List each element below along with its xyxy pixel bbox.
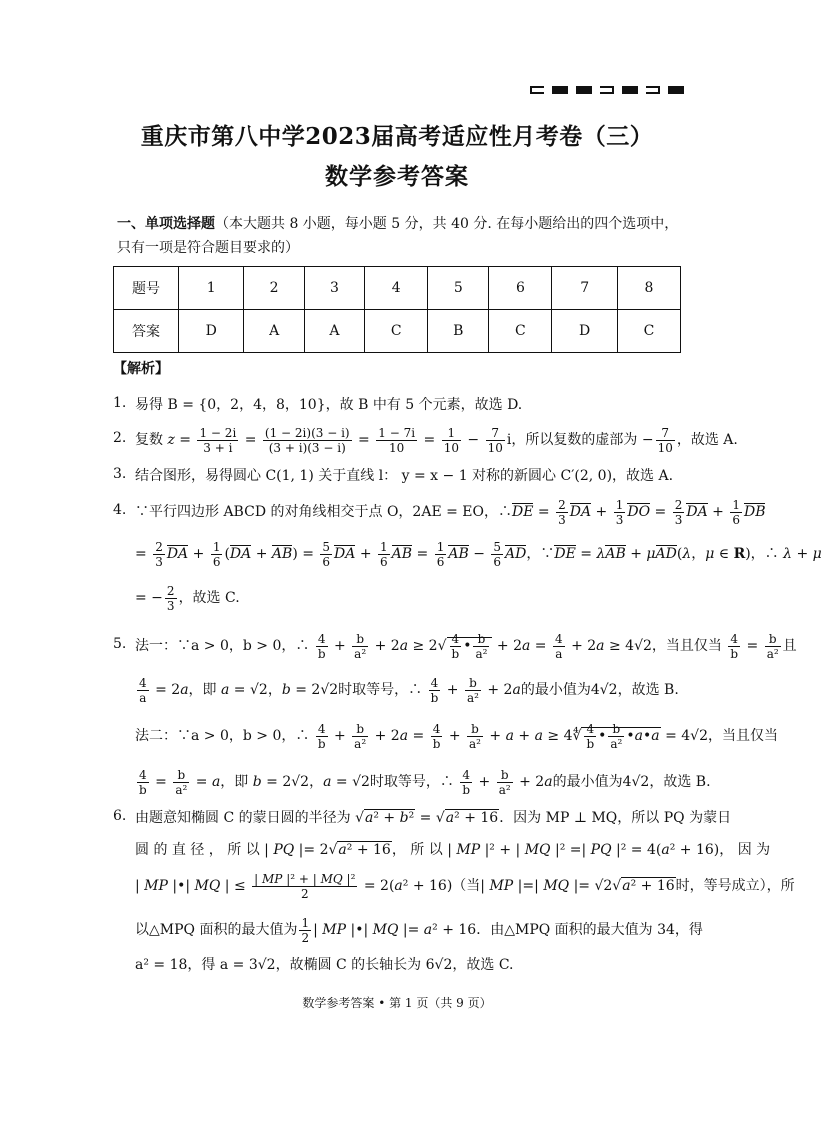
section-heading <box>117 212 687 260</box>
min-text: 的最小值为 <box>520 682 591 698</box>
math-expression: | MP |² + | MQ |² =| PQ |² = 4(a² + 16) <box>447 842 720 858</box>
solution-4-line-1 <box>135 492 765 532</box>
solution-4-line-2 <box>135 534 822 574</box>
question-number: 1 <box>179 267 244 310</box>
mark-bracket <box>530 86 544 94</box>
method-label: 法一： <box>135 638 177 654</box>
answer-cell: B <box>428 310 489 353</box>
min-text: 的最小值为 <box>552 774 623 790</box>
question-number: 3 <box>304 267 364 310</box>
header-marks <box>530 86 684 96</box>
solution-number: 5. <box>113 636 127 652</box>
question-number: 2 <box>244 267 304 310</box>
solution-6-text: ．由△MPQ 面积的最大值为 34，得 <box>476 922 703 938</box>
math-expression: $\frac{4}{b}$ + $\frac{b}{\text{a²}}$ + 2a <box>430 675 521 705</box>
math-expression: $\frac{4}{a}$ = 2a，即 a = √2，b = 2√2 <box>139 675 339 705</box>
section-description: （本大题共 8 小题，每小题 5 分，共 40 分. 在每小题给出的四个选项中，只有一项是符合题目要求的） <box>117 216 679 256</box>
solution-number: 1. <box>113 395 127 411</box>
take-equal-text: 时取等号，∴ <box>369 774 454 790</box>
mark-bracket <box>646 86 660 94</box>
question-number: 6 <box>489 267 552 310</box>
math-expression: √a² + b² = √a² + 16 <box>355 810 499 826</box>
solution-4-line-3 <box>135 578 240 618</box>
condition-text: ∵a > 0，b > 0，∴ <box>177 638 310 654</box>
mark-block <box>668 86 684 94</box>
solution-6-text: ， 因 为 <box>719 842 771 858</box>
math-expression: − $\frac{7}{10}$ <box>641 425 673 455</box>
page-footer: 数学参考答案 • 第 1 页（共 9 页） <box>302 996 492 1010</box>
answer-cell: A <box>304 310 364 353</box>
math-expression: | PQ |= 2√a² + 16 <box>264 842 391 858</box>
answer-cell: D <box>179 310 244 353</box>
solution-6-text: ， 所 以 <box>391 842 443 858</box>
solution-6-text: 以△MPQ 面积的最大值为 <box>135 922 298 938</box>
answer-table <box>113 266 681 353</box>
analysis-heading: 【解析】 <box>113 361 169 377</box>
answer-cell: A <box>244 310 304 353</box>
question-number: 5 <box>428 267 489 310</box>
mark-bracket <box>600 86 614 94</box>
math-expression: DE = $\frac{2}{3}$ DA + $\frac{1}{3}$ DO = $\frac{2}{3}$ DA + $\frac{1}{6}$ DB <box>512 497 766 527</box>
question-number: 8 <box>617 267 680 310</box>
choose-text: ，故选 B. <box>649 774 711 790</box>
solution-6-text: ．因为 MP ⊥ MQ，所以 PQ 为蒙日 <box>499 810 732 826</box>
math-expression: $\frac{1}{2}$ | MP |•| MQ |= a² + 16 <box>301 915 477 945</box>
math-expression: $\frac{4}{b}$ = $\frac{b}{\text{a²}}$ = a，即 b = 2√2，a = √2 <box>139 767 370 797</box>
solution-5-line-2 <box>135 670 679 710</box>
math-expression: $\frac{4}{b}$ + $\frac{b}{\text{a²}}$ + 2a ≥ 2√ $\frac{4}{b}$ • $\frac{b}{\text{a²}}$ + 2a = $\frac{4}{a}$ + 2a ≥ 4√2 <box>317 631 652 661</box>
table-row-label: 题号 <box>114 267 179 310</box>
math-expression: | MP |•| MQ | ≤ $\frac{\text{| MP |² + | MQ |²}}{2}$ = 2(a² + 16) <box>135 871 453 901</box>
mark-block <box>622 86 638 94</box>
solution-6-line-3 <box>135 866 795 906</box>
condition-text: ∵a > 0，b > 0，∴ <box>177 728 310 744</box>
document-subtitle: 数学参考答案 <box>325 163 469 190</box>
solution-2-middle: ，所以复数的虚部为 <box>511 432 638 448</box>
solution-6-text: 由题意知椭圆 C 的蒙日圆的半径为 <box>135 810 351 826</box>
table-row-numbers <box>114 267 681 310</box>
solution-5-line-4 <box>135 762 711 802</box>
solution-1-text: 易得 B = {0，2，4，8，10}，故 B 中有 5 个元素，故选 D. <box>135 397 523 413</box>
math-expression: $\frac{4}{b}$ + $\frac{b}{\text{a²}}$ + 2a <box>462 767 553 797</box>
when-text: ，当且仅当 <box>651 638 722 654</box>
math-expression: = − $\frac{2}{3}$ <box>135 583 175 613</box>
solution-number: 6. <box>113 808 127 824</box>
and-text: 且 <box>782 638 797 654</box>
answer-cell: C <box>489 310 552 353</box>
solution-6-text: 时，等号成立），所 <box>675 878 795 894</box>
solution-6-line-5: a² = 18，得 a = 3√2，故椭圆 C 的长轴长为 6√2，故选 C. <box>135 957 514 973</box>
solution-4-prefix: ∵平行四边形 ABCD 的对角线相交于点 O，2AE = EO，∴ <box>135 504 512 520</box>
solution-5-line-3 <box>135 716 778 756</box>
solution-6-text: （当 <box>452 878 481 894</box>
math-expression: $\frac{4}{b}$ = $\frac{b}{\text{a²}}$ <box>730 631 779 661</box>
math-expression: z = $\frac{1 - 2i}{3 + i}$ = $\frac{(1 - 2i)(3 - i)}{(3 + i)(3 - i)}$ = $\frac{1 - 7i}{10}$ = $\frac{1}{10}$ − $\frac{7}{10}$ i <box>167 425 512 455</box>
mark-block <box>576 86 592 94</box>
answer-cell: C <box>617 310 680 353</box>
math-expression: $\frac{4}{b}$ + $\frac{b}{\text{a²}}$ + 2a = $\frac{4}{b}$ + $\frac{b}{\text{a²}}$ + a + a ≥ 4∜ $\frac{4}{b}$ • $\frac{b}{\text{a²}}$ •a•a = 4√2 <box>317 721 708 751</box>
table-row-label: 答案 <box>114 310 179 353</box>
when-text: ，当且仅当 <box>708 728 778 744</box>
solution-2-prefix: 复数 <box>135 432 163 448</box>
solution-4-end: ，故选 C. <box>178 590 240 606</box>
take-equal-text: 时取等号，∴ <box>338 682 423 698</box>
mark-block <box>552 86 568 94</box>
math-expression: | MP |=| MQ |= √2√a² + 16 <box>480 878 675 894</box>
question-number: 7 <box>552 267 617 310</box>
method-label: 法二： <box>135 728 177 744</box>
math-expression: 4√2 <box>622 774 650 790</box>
solution-number: 3. <box>113 466 127 482</box>
solution-5-line-1 <box>135 626 797 666</box>
solution-2-line <box>135 420 738 460</box>
document-title: 重庆市第八中学2023届高考适应性月考卷（三） <box>140 123 654 150</box>
table-row-answers <box>114 310 681 353</box>
solution-6-line-1 <box>135 808 731 828</box>
solution-6-text: 圆 的 直 径 ， 所 以 <box>135 842 260 858</box>
section-title: 一、单项选择题 <box>117 216 215 232</box>
solution-6-line-2 <box>135 840 770 860</box>
solution-number: 2. <box>113 430 127 446</box>
choose-text: ，故选 B. <box>617 682 679 698</box>
solution-3-text: 结合图形，易得圆心 C(1, 1) 关于直线 l： y = x − 1 对称的新圆心 C′(2, 0)，故选 A. <box>135 468 674 484</box>
answer-cell: D <box>552 310 617 353</box>
solution-number: 4. <box>113 502 127 518</box>
solution-2-end: ，故选 A. <box>676 432 738 448</box>
math-expression: 4√2 <box>590 682 618 698</box>
solution-6-line-4 <box>135 910 703 950</box>
math-expression: = $\frac{2}{3}$ DA + $\frac{1}{6}$ (DA + AB) = $\frac{5}{6}$ DA + $\frac{1}{6}$ AB = $\frac{1}{6}$ AB − $\frac{5}{6}$ AD，∵DE = λAB + μAD(λ，μ ∈ R)，∴ λ + μ <box>135 539 822 569</box>
answer-cell: C <box>365 310 428 353</box>
question-number: 4 <box>365 267 428 310</box>
